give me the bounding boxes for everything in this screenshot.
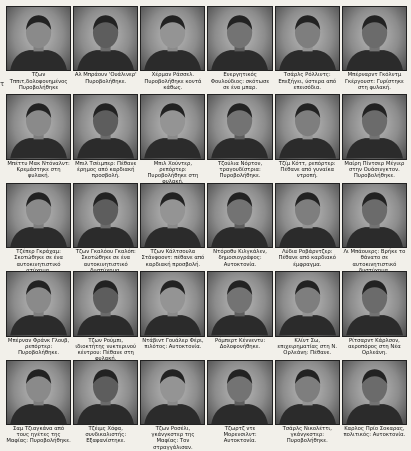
portrait-caption: Τζων Τππιτ,δολοφονημένος Πυροβολήθηκε <box>9 72 68 91</box>
portrait-photo <box>342 6 407 71</box>
portrait-card <box>275 360 340 446</box>
portrait-photo <box>275 183 340 248</box>
portrait-card <box>73 94 138 180</box>
person-silhouette-icon <box>7 184 70 247</box>
person-silhouette-icon <box>74 184 137 247</box>
portrait-photo <box>140 271 205 336</box>
portrait-caption: Τζων Γκαλόου Γκαλόπ: Σκοτώθηκε σε ένα αυτοκινητιστικό <box>75 249 136 268</box>
person-silhouette-icon <box>208 95 271 158</box>
person-silhouette-icon <box>74 361 137 424</box>
person-silhouette-icon <box>343 361 406 424</box>
portrait-caption: Τζούλια Νόρτον, τραγουδίστρια: Πυροβολήθηκε. <box>217 160 263 180</box>
portrait-caption: Καρλος Πρίο Σοκαρας, πολιτικός: Αυτοκτονία. <box>343 426 406 439</box>
portrait-caption: Μπέρναρντ Γκόλντμ Γκέργουστ: Γυρίστηκε στη φυλακή. <box>345 72 404 91</box>
portrait-photo <box>207 183 272 248</box>
person-silhouette-icon <box>276 7 339 70</box>
person-silhouette-icon <box>141 272 204 335</box>
portrait-card <box>140 94 205 180</box>
portrait-photo <box>275 94 340 159</box>
portrait-photo <box>342 183 407 248</box>
portrait-card <box>6 94 71 180</box>
portrait-photo <box>140 94 205 159</box>
portrait-photo <box>73 94 138 159</box>
portrait-caption: Χέρμαν Ράσσελ. Πυροβολήθηκε κοντά κάθως. <box>144 72 202 91</box>
portrait-photo <box>275 6 340 71</box>
person-silhouette-icon <box>7 7 70 70</box>
portrait-card <box>6 183 71 269</box>
portrait-caption: Τζων Ροσέλι, γκάνγκστερ της Μαφίας: Τον στραγγάλισαν. <box>151 426 195 451</box>
portrait-caption: Μπέττυ Μακ Ντόναλντ: Κρεμάστηκε στη φυλακή. <box>7 160 70 180</box>
person-silhouette-icon <box>208 272 271 335</box>
person-silhouette-icon <box>276 272 339 335</box>
portrait-caption: Ενεργητικός Φουλούδιος: σκότωσε σε ένα μπαρ. <box>210 72 270 91</box>
portrait-photo <box>342 94 407 159</box>
person-silhouette-icon <box>208 7 271 70</box>
person-silhouette-icon <box>343 7 406 70</box>
portrait-photo <box>73 183 138 248</box>
portrait-photo <box>6 360 71 425</box>
person-silhouette-icon <box>343 184 406 247</box>
portrait-card <box>207 6 272 92</box>
portrait-card <box>73 183 138 269</box>
person-silhouette-icon <box>74 95 137 158</box>
person-silhouette-icon <box>7 361 70 424</box>
person-silhouette-icon <box>208 184 271 247</box>
portrait-caption: Κλίντ Σω, επιχειρηματίας στη Ν. Ορλεάνη: Πέθανε. <box>277 337 338 356</box>
portrait-card <box>342 94 407 180</box>
portrait-caption: Λι Μπάουερς: Βρήκε το θάνατο σε αυτοκινητιστικό <box>343 249 406 268</box>
person-silhouette-icon <box>74 272 137 335</box>
portrait-photo <box>6 94 71 159</box>
portrait-card <box>140 271 205 357</box>
portrait-photo <box>73 360 138 425</box>
portrait-card <box>342 271 407 357</box>
portrait-card <box>6 271 71 357</box>
portrait-photo <box>275 360 340 425</box>
portrait-card <box>140 183 205 269</box>
portrait-card <box>140 360 205 451</box>
portrait-photo <box>6 6 71 71</box>
portrait-photo <box>140 360 205 425</box>
portrait-caption: Μπιλ Χούντερ, ρεπόρτερ: Πυροβολήθηκε στη <box>147 160 199 180</box>
portrait-photo <box>6 183 71 248</box>
portrait-card <box>73 271 138 357</box>
portrait-caption: Τζέιμς Χόφα, συνδικαλιστής: Εξαφανίστηκε. <box>85 426 127 445</box>
portrait-photo <box>342 271 407 336</box>
portrait-card <box>207 94 272 180</box>
portrait-card <box>6 6 71 92</box>
portrait-caption: Τζων Ρούμπι, ιδιοκτήτης νυκτερινού κέντρου: Πέθανε στη <box>75 337 137 356</box>
portrait-caption: Τζων Κάλτσουλα Στάνφοοντ: πέθανε από καρδιακή προσβολή. <box>141 249 205 268</box>
portrait-photo <box>140 183 205 248</box>
portrait-photo <box>275 271 340 336</box>
person-silhouette-icon <box>141 361 204 424</box>
portrait-caption: Ρίτσαρντ Κάρλσον, αεροπόρος στη Νέα Ορλεάνη. <box>348 337 401 356</box>
person-silhouette-icon <box>276 361 339 424</box>
portrait-card <box>207 271 272 357</box>
portrait-caption: Σαμ Τζιαγκάνα από τους ηγέτες της Μαφίας: Πυροβολήθηκε. <box>6 426 71 445</box>
portrait-caption: Λύδια Ροβάρντζερ: Πέθανε από καρδιακό έμφραγμα. <box>278 249 337 268</box>
portrait-caption: Τζέπερ Γκράχαμ: Σκοτώθηκε σε ένα αυτοκινητιστικό <box>14 249 63 268</box>
person-silhouette-icon <box>208 361 271 424</box>
portrait-caption: Τσάρλς Ρόλλιντς: Επεξήγει, ύστερα από επεισόδια. <box>278 72 337 91</box>
portrait-card <box>275 94 340 180</box>
portrait-caption: Ντάβιντ Γουάλερ Φέρι, πιλότος: Αυτοκτονία. <box>142 337 204 350</box>
person-silhouette-icon <box>7 272 70 335</box>
portrait-photo <box>207 271 272 336</box>
portrait-caption: Τζίμ Κόττ, ρεπόρτερ: Πέθανε από γυναίκα ντροπή. <box>278 160 336 180</box>
person-silhouette-icon <box>141 95 204 158</box>
portrait-caption: Ντόροθυ Κιλγκάλεν, δημοσιογράφος: Αυτοκτονία. <box>213 249 267 268</box>
portrait-caption: Ρόμπερτ Κέννεντυ: Δολοφονήθηκε. <box>214 337 266 350</box>
person-silhouette-icon <box>343 95 406 158</box>
portrait-photo <box>6 271 71 336</box>
person-silhouette-icon <box>74 7 137 70</box>
person-silhouette-icon <box>141 184 204 247</box>
portrait-caption: Μπέρναν Φράνκ Γλουβ, ρεπόρτερ: Πυροβολήθηκε. <box>7 337 70 356</box>
portrait-caption: Μπιλ Τσέιμπερ: Πέθανε έρημος από καρδιακή προσβολή. <box>75 160 137 180</box>
portrait-photo <box>207 94 272 159</box>
portrait-photo <box>73 271 138 336</box>
portrait-card <box>73 360 138 446</box>
portrait-photo <box>140 6 205 71</box>
portrait-card <box>207 360 272 446</box>
portrait-card <box>275 183 340 269</box>
portrait-card <box>342 6 407 92</box>
portrait-photo <box>207 360 272 425</box>
portrait-caption: Μαίρη Πίντσερ Μέγιερ στην Ουάσινγκτον. Πυροβολήθηκε. <box>344 160 405 180</box>
portrait-photo <box>207 6 272 71</box>
portrait-photo <box>342 360 407 425</box>
portrait-card <box>275 271 340 357</box>
portrait-caption: Τζωρτζ ντε Μορενσιλντ: Αυτοκτονία. <box>223 426 257 445</box>
photo-collage-page <box>6 6 407 451</box>
person-silhouette-icon <box>276 184 339 247</box>
portrait-card <box>207 183 272 269</box>
person-silhouette-icon <box>7 95 70 158</box>
portrait-card <box>73 6 138 92</box>
portrait-card <box>6 360 71 446</box>
portrait-card <box>342 360 407 446</box>
edge-marker: τ <box>0 80 5 88</box>
portrait-card <box>342 183 407 269</box>
person-silhouette-icon <box>343 272 406 335</box>
portrait-photo <box>73 6 138 71</box>
portrait-card <box>140 6 205 92</box>
person-silhouette-icon <box>141 7 204 70</box>
portrait-card <box>275 6 340 92</box>
person-silhouette-icon <box>276 95 339 158</box>
portrait-caption: Τσάρλς Νικολέττι, γκάνγκστερ: Πυροβολήθηκε. <box>282 426 332 445</box>
portrait-caption: Αλ Μπράουν 'Ουάλινερ' Πυροβολήθηκε. <box>74 72 137 85</box>
portrait-grid <box>6 6 407 451</box>
